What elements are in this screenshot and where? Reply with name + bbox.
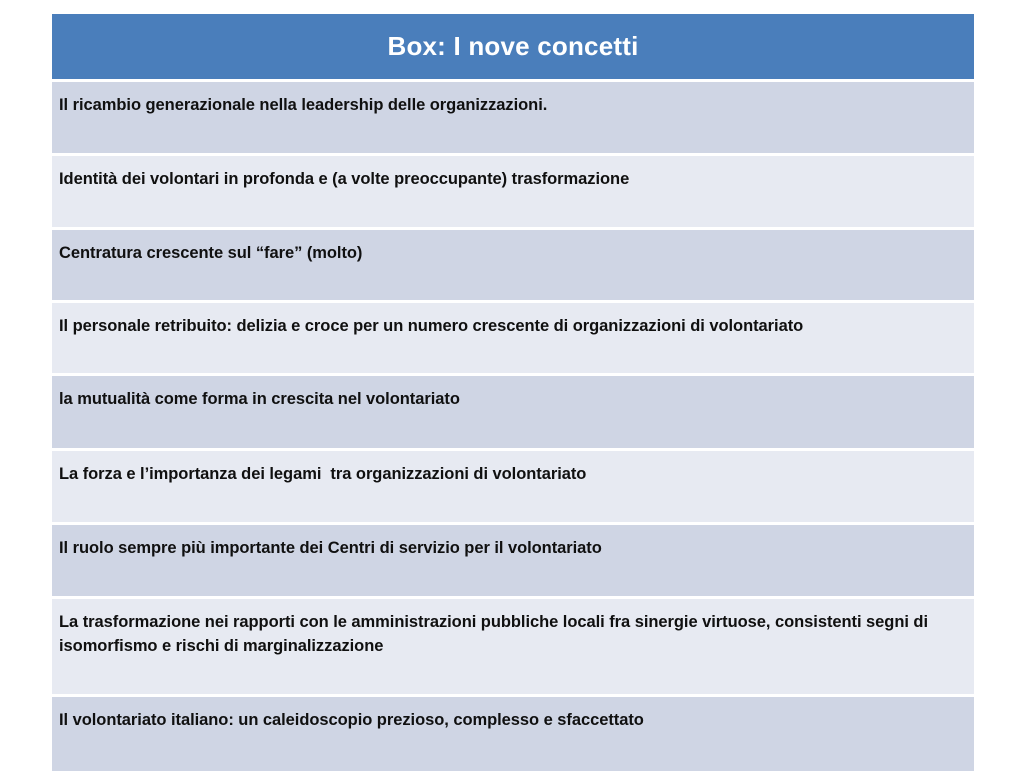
table-row-text: Il ricambio generazionale nella leadership delle organizzazioni. — [59, 96, 548, 114]
table-row-text: la mutualità come forma in crescita nel volontariato — [59, 390, 460, 408]
table-row-text: Identità dei volontari in profonda e (a volte preoccupante) trasformazione — [59, 170, 630, 188]
table-row — [52, 303, 974, 373]
table-row — [52, 697, 974, 771]
table-row — [52, 230, 974, 300]
table-row-text: Centratura crescente sul “fare” (molto) — [59, 244, 363, 262]
table-header — [52, 14, 974, 79]
concepts-table — [52, 14, 974, 771]
table-row — [52, 376, 974, 448]
table-header-title: Box: I nove concetti — [387, 31, 639, 62]
table-row-text: Il volontariato italiano: un caleidoscopio prezioso, complesso e sfaccettato — [59, 711, 644, 729]
table-row — [52, 82, 974, 153]
table-row — [52, 599, 974, 694]
table-row-text: Il ruolo sempre più importante dei Centri di servizio per il volontariato — [59, 539, 602, 557]
table-row — [52, 525, 974, 596]
table-row — [52, 156, 974, 227]
table-row-text: La forza e l’importanza dei legami tra organizzazioni di volontariato — [59, 465, 587, 483]
table-row-text: La trasformazione nei rapporti con le amministrazioni pubbliche locali fra sinergie virtuose, consistenti segni di isomorfismo e rischi di marginalizzazione — [59, 613, 933, 655]
table-row-text: Il personale retribuito: delizia e croce per un numero crescente di organizzazioni di volontariato — [59, 317, 804, 335]
table-row — [52, 451, 974, 522]
